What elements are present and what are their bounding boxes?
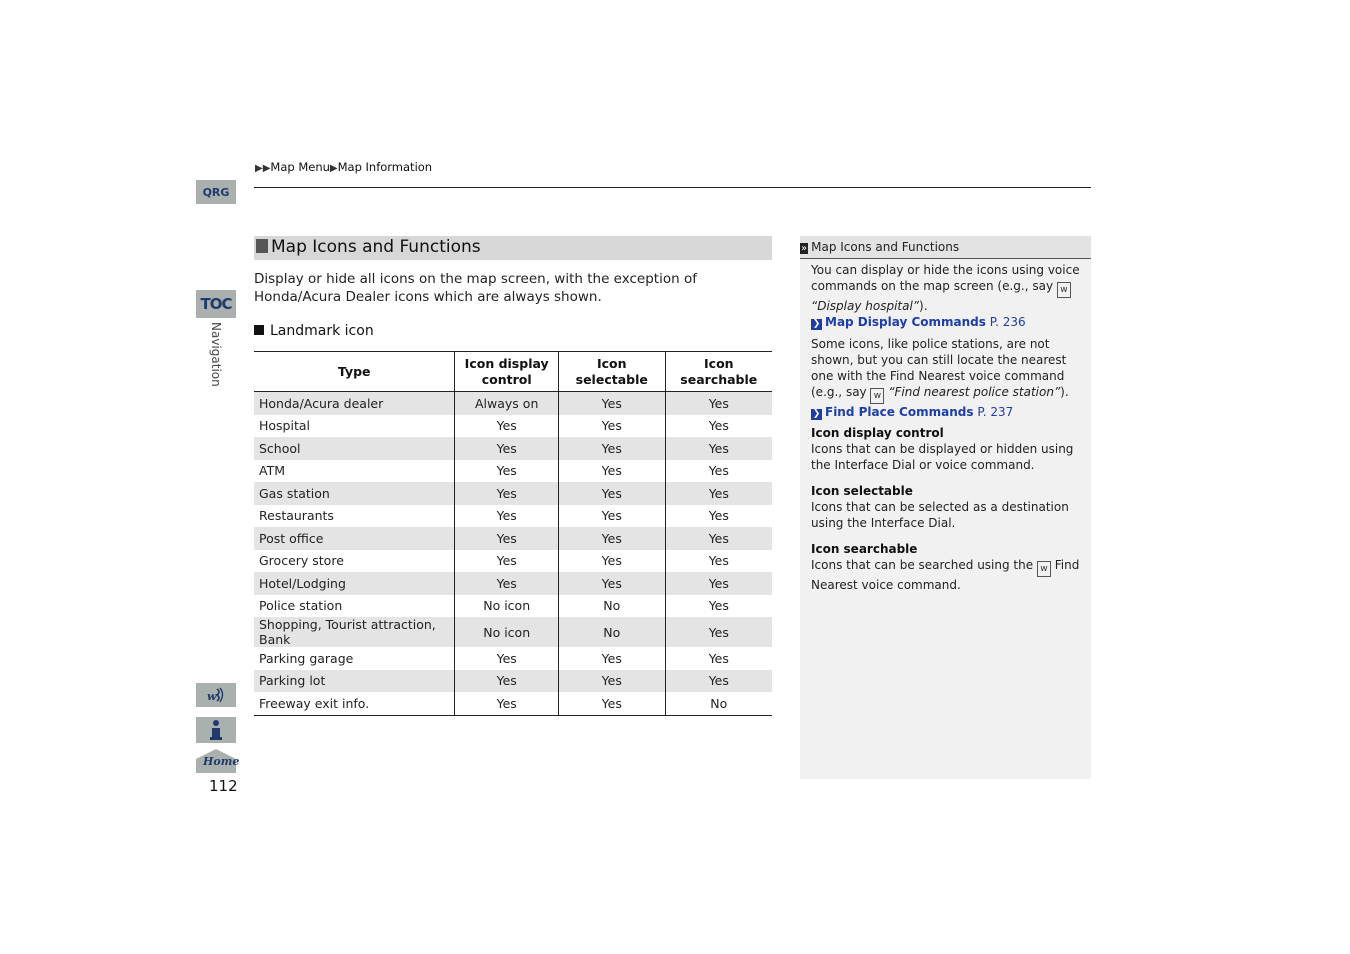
map-display-commands-link[interactable]: [811, 315, 1026, 329]
table-cell: Gas station: [254, 482, 455, 505]
table-cell: Yes: [665, 595, 772, 618]
col-header-display-control: Icon display control: [455, 352, 558, 392]
table-cell: Police station: [259, 598, 343, 614]
note-text: ).: [919, 299, 928, 313]
table-cell: Yes: [558, 482, 665, 505]
table-cell: Yes: [665, 670, 772, 693]
table-cell: Yes: [665, 415, 772, 438]
info-button[interactable]: [196, 717, 236, 743]
table-cell: Parking lot: [254, 670, 455, 693]
svg-text:w: w: [207, 690, 217, 703]
table-cell: Yes: [558, 647, 665, 670]
table-cell: No: [558, 617, 665, 647]
table-row: [254, 670, 772, 693]
definition-text: Find Nearest voice command.: [811, 558, 1080, 592]
table-cell: Hotel/Lodging: [254, 572, 455, 595]
section-tab-label: Navigation: [209, 322, 223, 387]
table-cell: Grocery store: [259, 553, 344, 569]
table-cell: Yes: [455, 460, 558, 483]
note-example: “Display hospital”: [811, 299, 920, 313]
table-cell: Shopping, Tourist attraction, Bank: [254, 617, 455, 647]
table-cell: Hospital: [259, 418, 311, 434]
table-row: [254, 437, 772, 460]
table-cell: Post office: [254, 527, 455, 550]
table-cell: Yes: [558, 437, 665, 460]
home-label: Home: [203, 755, 240, 768]
col-header-searchable: Icon searchable: [665, 352, 772, 392]
link-label[interactable]: Find Place Commands: [825, 405, 974, 419]
table-cell: Yes: [558, 505, 665, 528]
table-cell: Yes: [455, 647, 558, 670]
table-cell: Yes: [558, 460, 665, 483]
header-divider: [254, 187, 1091, 188]
table-cell: Yes: [665, 392, 772, 415]
link-arrow-icon: ❯: [812, 409, 821, 419]
table-cell: No icon: [455, 595, 558, 618]
definition-selectable: [811, 483, 1081, 531]
heading-square-icon: [256, 239, 268, 253]
info-icon: [208, 719, 224, 741]
toc-button[interactable]: TOC: [196, 290, 236, 318]
link-arrow-icon: ❯: [812, 319, 821, 329]
table-row: [254, 482, 772, 505]
breadcrumb-arrow-icon: ▶: [329, 163, 338, 174]
note-text: Some icons, like police stations, are not shown, but you can still locate the nearest one with the Find Nearest voice command (e.g., say: [811, 337, 1067, 399]
table-header-row: [254, 352, 772, 392]
voice-command-icon: w: [1037, 561, 1051, 577]
section-title: Map Icons and Functions: [271, 237, 481, 257]
table-cell: Yes: [665, 505, 772, 528]
double-chevron-icon: »: [801, 243, 808, 254]
table-cell: Always on: [455, 392, 558, 415]
link-page[interactable]: P. 236: [989, 315, 1026, 329]
table-cell: Yes: [665, 572, 772, 595]
table-cell: Yes: [455, 692, 558, 715]
side-note-paragraph-2: [811, 336, 1081, 420]
table-cell: Yes: [558, 572, 665, 595]
table-cell: Freeway exit info.: [254, 692, 455, 715]
table-cell: No: [665, 692, 772, 715]
table-cell: Yes: [665, 617, 772, 647]
table-cell: Yes: [455, 527, 558, 550]
subheading: [254, 323, 374, 339]
table-row: [254, 460, 772, 483]
find-place-commands-link[interactable]: [811, 405, 1013, 419]
table-cell: Yes: [455, 550, 558, 573]
table-cell: Yes: [558, 415, 665, 438]
definition-term: Icon searchable: [811, 542, 918, 556]
table-row: [254, 550, 772, 573]
table-cell: Parking garage: [259, 650, 354, 666]
intro-paragraph: Display or hide all icons on the map screen, with the exception of Honda/Acura Dealer icons which are always shown.: [254, 271, 697, 305]
definition-term: Icon display control: [811, 426, 944, 440]
definition-text: Icons that can be searched using the: [811, 558, 1034, 572]
table-cell: Yes: [455, 572, 558, 595]
table-cell: Restaurants: [259, 508, 334, 524]
breadcrumb-arrow-icon: ▶▶: [255, 163, 271, 174]
table-cell: Yes: [665, 527, 772, 550]
table-row: [254, 692, 772, 715]
side-note-title: Map Icons and Functions: [811, 240, 960, 254]
table-cell: Yes: [558, 392, 665, 415]
table-cell: Yes: [455, 670, 558, 693]
note-text: You can display or hide the icons using voice commands on the map screen (e.g., say: [811, 263, 1080, 293]
note-text: ).: [1060, 385, 1069, 399]
table-cell: Yes: [455, 415, 558, 438]
subheading-text: Landmark icon: [270, 323, 374, 339]
table-row: [254, 415, 772, 438]
table-cell: No: [558, 595, 665, 618]
link-label[interactable]: Map Display Commands: [825, 315, 986, 329]
col-header-selectable: Icon selectable: [558, 352, 665, 392]
table-row: [254, 595, 772, 618]
subheading-square-icon: [254, 325, 264, 335]
landmark-icon-table: [254, 351, 772, 716]
link-page[interactable]: P. 237: [977, 405, 1014, 419]
definition-text: Icons that can be selected as a destination using the Interface Dial.: [811, 500, 1069, 530]
table-cell: School: [254, 437, 455, 460]
table-cell: Honda/Acura dealer: [254, 392, 455, 415]
table-cell: Yes: [558, 692, 665, 715]
table-row: [254, 572, 772, 595]
breadcrumb-item-map-information[interactable]: Map Information: [337, 160, 433, 174]
breadcrumb: [255, 160, 432, 174]
page-number: 112: [209, 777, 238, 795]
qrg-button[interactable]: QRG: [196, 180, 236, 204]
side-note-paragraph-1: [811, 262, 1081, 330]
definition-term: Icon selectable: [811, 484, 913, 498]
side-note-header: [800, 236, 1091, 259]
definition-text: Icons that can be displayed or hidden using the Interface Dial or voice command.: [811, 442, 1074, 472]
table-row: [254, 392, 772, 415]
col-header-type: Type: [254, 352, 455, 392]
voice-command-icon: w: [870, 388, 884, 404]
table-cell: Yes: [665, 482, 772, 505]
table-cell: ATM: [259, 463, 286, 479]
voice-command-icon: w: [1057, 282, 1071, 298]
table-cell: No icon: [455, 617, 558, 647]
voice-command-button[interactable]: [196, 683, 236, 707]
table-row: [254, 617, 772, 647]
definition-display-control: [811, 425, 1081, 473]
voice-command-icon: [205, 686, 227, 704]
definition-searchable: [811, 541, 1081, 593]
table-cell: Yes: [665, 437, 772, 460]
table-cell: Yes: [558, 527, 665, 550]
table-cell: Yes: [558, 670, 665, 693]
home-button[interactable]: [196, 749, 240, 773]
table-cell: Yes: [665, 460, 772, 483]
table-cell: Yes: [455, 505, 558, 528]
table-cell: Yes: [665, 647, 772, 670]
table-row: [254, 647, 772, 670]
table-cell: Yes: [558, 550, 665, 573]
table-row: [254, 527, 772, 550]
table-cell: Yes: [665, 550, 772, 573]
table-cell: Yes: [455, 482, 558, 505]
table-row: [254, 505, 772, 528]
table-cell: Yes: [455, 437, 558, 460]
note-example: “Find nearest police station”: [888, 385, 1061, 399]
breadcrumb-item-map-menu[interactable]: Map Menu: [270, 160, 330, 174]
